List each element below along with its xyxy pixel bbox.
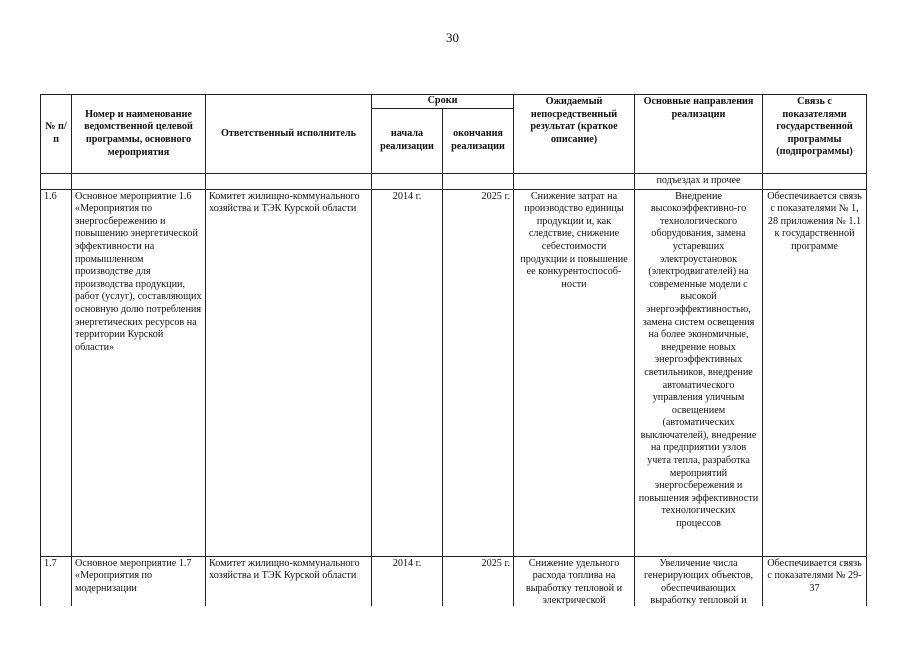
row-directions: Внедрение высокоэффективно-го технологического оборудования, замена устаревших электроустановок (электродвигателей) на современные модели с высокой энергоэффективностью, замена систем освещения на более экономичные, внедрение новых энергоэффективных светильников, внедрение автоматического управления уличным освещением (автоматических выключателей), внедрение на предприятии узлов учета тепла, разработка мероприятий энергосбережения и повышения эффективности технологических процессов — [635, 189, 763, 556]
row-link: Обеспечивается связь с показателями № 29-37 — [763, 556, 867, 609]
carry-over-row — [41, 174, 867, 190]
row-num: 1.6 — [41, 189, 72, 556]
header-num: № п/п — [41, 95, 72, 174]
row-end: 2025 г. — [443, 189, 514, 556]
row-result: Снижение удельного расхода топлива на выработку тепловой и электрической — [514, 556, 635, 609]
row-start: 2014 г. — [372, 189, 443, 556]
header-terms: Сроки — [372, 95, 514, 109]
header-end: окончания реализации — [443, 108, 514, 173]
header-result: Ожидаемый непосредственный результат (краткое описание) — [514, 95, 635, 174]
row-name: Основное мероприятие 1.7 «Мероприятия по модернизации — [72, 556, 206, 609]
row-link: Обеспечивается связь с показателями № 1, 28 приложения № 1.1 к государственной программе — [763, 189, 867, 556]
row-executor: Комитет жилищно-коммунального хозяйства и ТЭК Курской области — [206, 556, 372, 609]
row-result: Снижение затрат на производство единицы продукции и, как следствие, снижение себестоимости продукции и повышение ее конкурентоспособ-ности — [514, 189, 635, 556]
measures-table — [40, 94, 867, 610]
carry-over-directions: подъездах и прочее — [635, 174, 763, 190]
row-end: 2025 г. — [443, 556, 514, 609]
row-directions: Увеличение числа генерирующих объектов, обеспечивающих выработку тепловой и — [635, 556, 763, 609]
row-num: 1.7 — [41, 556, 72, 609]
table-row — [41, 556, 867, 609]
header-row-1 — [41, 95, 867, 109]
row-executor: Комитет жилищно-коммунального хозяйства и ТЭК Курской области — [206, 189, 372, 556]
page-number: 30 — [446, 30, 459, 45]
row-name: Основное мероприятие 1.6 «Мероприятия по энергосбережению и повышению энергетической эффективности на промышленном производстве для производства продукции, работ (услуг), составляющих основную долю потребления энергетических ресурсов на территории Курской области» — [72, 189, 206, 556]
header-name: Номер и наименование ведомственной целевой программы, основного мероприятия — [72, 95, 206, 174]
header-directions: Основные направления реализации — [635, 95, 763, 174]
row-start: 2014 г. — [372, 556, 443, 609]
table-row — [41, 189, 867, 556]
header-executor: Ответственный исполнитель — [206, 95, 372, 174]
header-start: начала реализации — [372, 108, 443, 173]
header-link: Связь с показателями государственной программы (подпрограммы) — [763, 95, 867, 174]
